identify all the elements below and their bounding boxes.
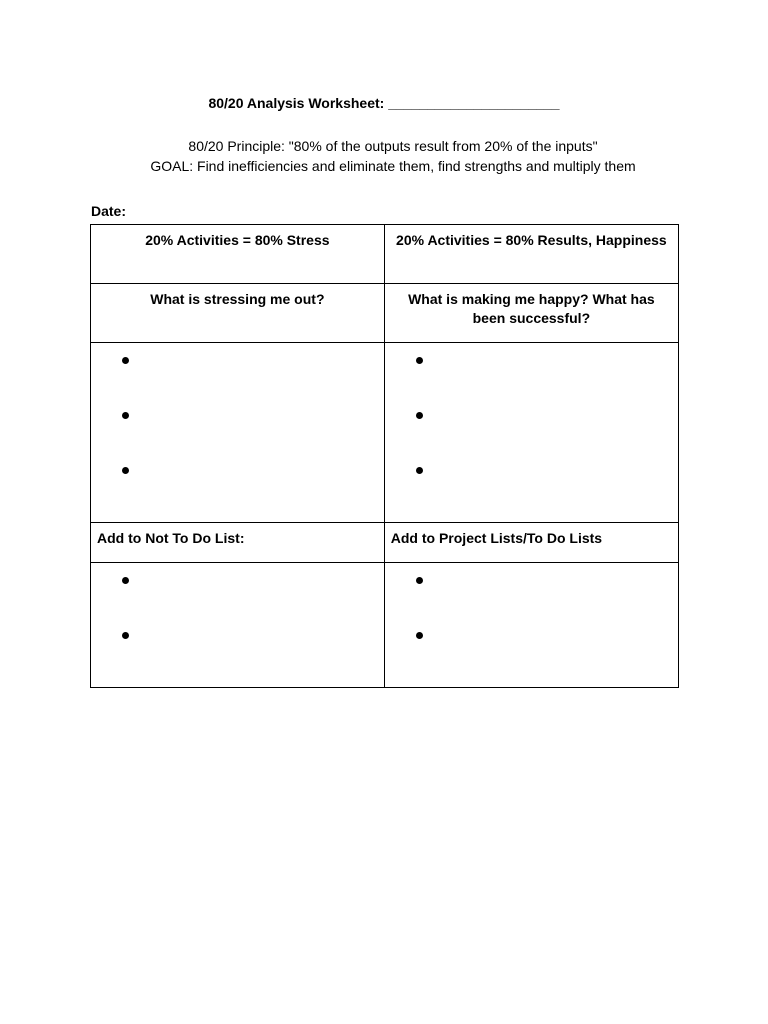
list-item xyxy=(385,453,678,508)
answer-row xyxy=(91,343,679,523)
bullet-icon xyxy=(416,467,423,474)
question-happy: What is making me happy? What has been successful? xyxy=(384,284,678,343)
project-lists-answers-cell[interactable] xyxy=(384,563,678,688)
list-item xyxy=(91,453,384,508)
date-label: Date: xyxy=(91,203,127,219)
bullet-icon xyxy=(416,412,423,419)
not-to-do-bullet-list xyxy=(91,563,384,673)
principle-block xyxy=(0,136,768,176)
goal-text: GOAL: Find inefficiencies and eliminate them, find strengths and multiply them xyxy=(150,158,636,174)
list-item xyxy=(385,398,678,453)
action-not-to-do: Add to Not To Do List: xyxy=(91,523,385,563)
bullet-icon xyxy=(122,467,129,474)
list-item xyxy=(385,618,678,673)
header-row xyxy=(91,225,679,284)
bullet-icon xyxy=(122,412,129,419)
not-to-do-answers-cell[interactable] xyxy=(91,563,385,688)
bullet-icon xyxy=(122,577,129,584)
action-row xyxy=(91,523,679,563)
bullet-icon xyxy=(416,357,423,364)
question-row xyxy=(91,284,679,343)
happy-answers-cell[interactable] xyxy=(384,343,678,523)
list-item xyxy=(91,343,384,398)
principle-text: 80/20 Principle: "80% of the outputs result from 20% of the inputs" xyxy=(188,138,598,154)
worksheet-title: 80/20 Analysis Worksheet: ______________________ xyxy=(208,95,560,111)
header-results: 20% Activities = 80% Results, Happiness xyxy=(384,225,678,284)
list-item xyxy=(91,398,384,453)
action-answer-row xyxy=(91,563,679,688)
bullet-icon xyxy=(416,632,423,639)
bullet-icon xyxy=(416,577,423,584)
bullet-icon xyxy=(122,357,129,364)
list-item xyxy=(385,563,678,618)
list-item xyxy=(91,563,384,618)
happy-bullet-list xyxy=(385,343,678,508)
project-lists-bullet-list xyxy=(385,563,678,673)
header-stress: 20% Activities = 80% Stress xyxy=(91,225,385,284)
action-project-lists: Add to Project Lists/To Do Lists xyxy=(384,523,678,563)
question-stress: What is stressing me out? xyxy=(91,284,385,343)
stress-answers-cell[interactable] xyxy=(91,343,385,523)
worksheet-table xyxy=(90,224,679,688)
bullet-icon xyxy=(122,632,129,639)
stress-bullet-list xyxy=(91,343,384,508)
list-item xyxy=(385,343,678,398)
list-item xyxy=(91,618,384,673)
